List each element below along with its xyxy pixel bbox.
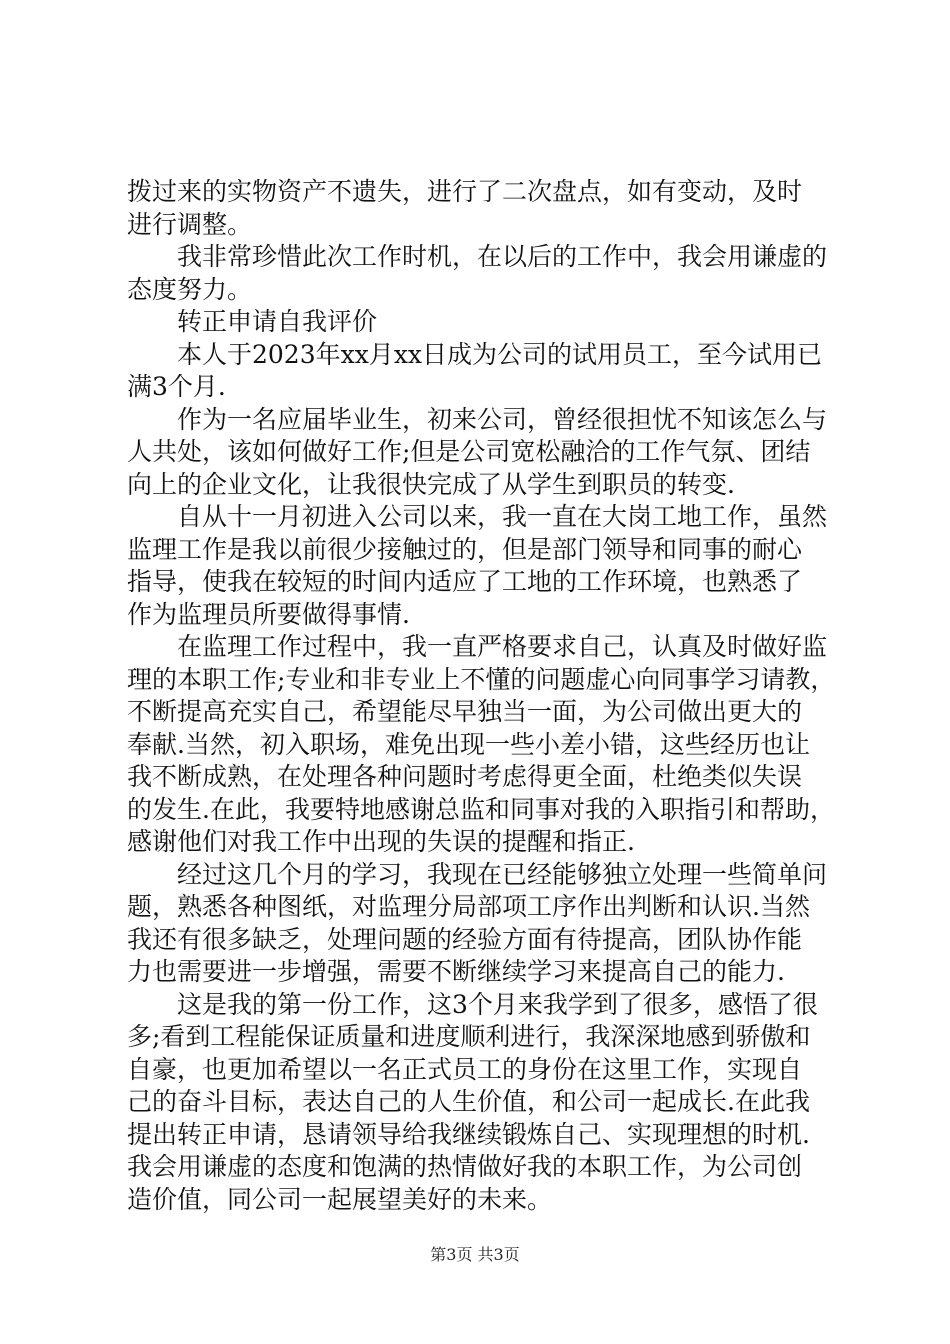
- page-number-footer: 第3页 共3页: [430, 1245, 520, 1264]
- text-line: 奉献.当然，初入职场，难免出现一些小差小错，这些经历也让: [127, 729, 810, 759]
- text-line: 不断提高充实自己，希望能尽早独当一面，为公司做出更大的: [127, 697, 803, 726]
- paragraph-start-line: 这是我的第一份工作，这3个月来我学到了很多，感悟了很: [177, 989, 818, 1019]
- paragraph-start-line: 本人于2023年xx月xx日成为公司的试用员工，至今试用已: [177, 339, 823, 369]
- text-line: 进行调整。: [127, 209, 253, 239]
- section-heading: 转正申请自我评价: [177, 307, 378, 336]
- text-line: 我还有很多缺乏，处理问题的经验方面有待提高，团队协作能: [127, 924, 803, 954]
- text-line: 多;看到工程能保证质量和进度顺利进行，我深深地感到骄傲和: [127, 1022, 811, 1051]
- document-body: [127, 176, 836, 1216]
- paragraph-start-line: 作为一名应届毕业生，初来公司，曾经很担忧不知该怎么与: [177, 404, 828, 434]
- text-line: 我会用谦虚的态度和饱满的热情做好我的本职工作，为公司创: [127, 1152, 803, 1181]
- paragraph-start-line: 在监理工作过程中，我一直严格要求自己，认真及时做好监: [177, 632, 828, 661]
- text-line: 向上的企业文化，让我很快完成了从学生到职员的转变.: [127, 469, 735, 499]
- text-line: 人共处，该如何做好工作;但是公司宽松融洽的工作气氛、团结: [127, 437, 811, 466]
- text-line: 监理工作是我以前很少接触过的，但是部门领导和同事的耐心: [127, 534, 803, 564]
- text-line: 力也需要进一步增强，需要不断继续学习来提高自己的能力.: [127, 957, 785, 986]
- text-line: 提出转正申请，恳请领导给我继续锻炼自己、实现理想的时机.: [127, 1119, 810, 1149]
- text-line: 拨过来的实物资产不遗失，进行了二次盘点，如有变动，及时: [127, 177, 803, 206]
- text-line: 题，熟悉各种图纸，对监理分局部项工序作出判断和认识.当然: [127, 892, 810, 921]
- text-line: 的发生.在此，我要特地感谢总监和同事对我的入职指引和帮助，: [127, 794, 835, 824]
- text-line: 理的本职工作;专业和非专业上不懂的问题虚心向同事学习请教，: [127, 664, 836, 694]
- text-line: 态度努力。: [127, 274, 253, 304]
- text-line: 感谢他们对我工作中出现的失误的提醒和指正.: [127, 827, 635, 856]
- text-line: 作为监理员所要做得事情.: [127, 599, 410, 629]
- text-line: 造价值，同公司一起展望美好的未来。: [127, 1184, 553, 1214]
- text-line: 己的奋斗目标，表达自己的人生价值，和公司一起成长.在此我: [127, 1087, 810, 1116]
- paragraph-start-line: 自从十一月初进入公司以来，我一直在大岗工地工作，虽然: [177, 502, 828, 531]
- text-line: 指导，使我在较短的时间内适应了工地的工作环境，也熟悉了: [127, 567, 803, 596]
- text-line: 我不断成熟，在处理各种问题时考虑得更全面，杜绝类似失误: [127, 762, 803, 791]
- text-line: 自豪，也更加希望以一名正式员工的身份在这里工作，实现自: [127, 1054, 803, 1084]
- text-line: 满3个月.: [127, 372, 226, 401]
- paragraph-start-line: 经过这几个月的学习，我现在已经能够独立处理一些简单问: [177, 859, 828, 889]
- paragraph-start-line: 我非常珍惜此次工作时机，在以后的工作中，我会用谦虚的: [177, 242, 828, 271]
